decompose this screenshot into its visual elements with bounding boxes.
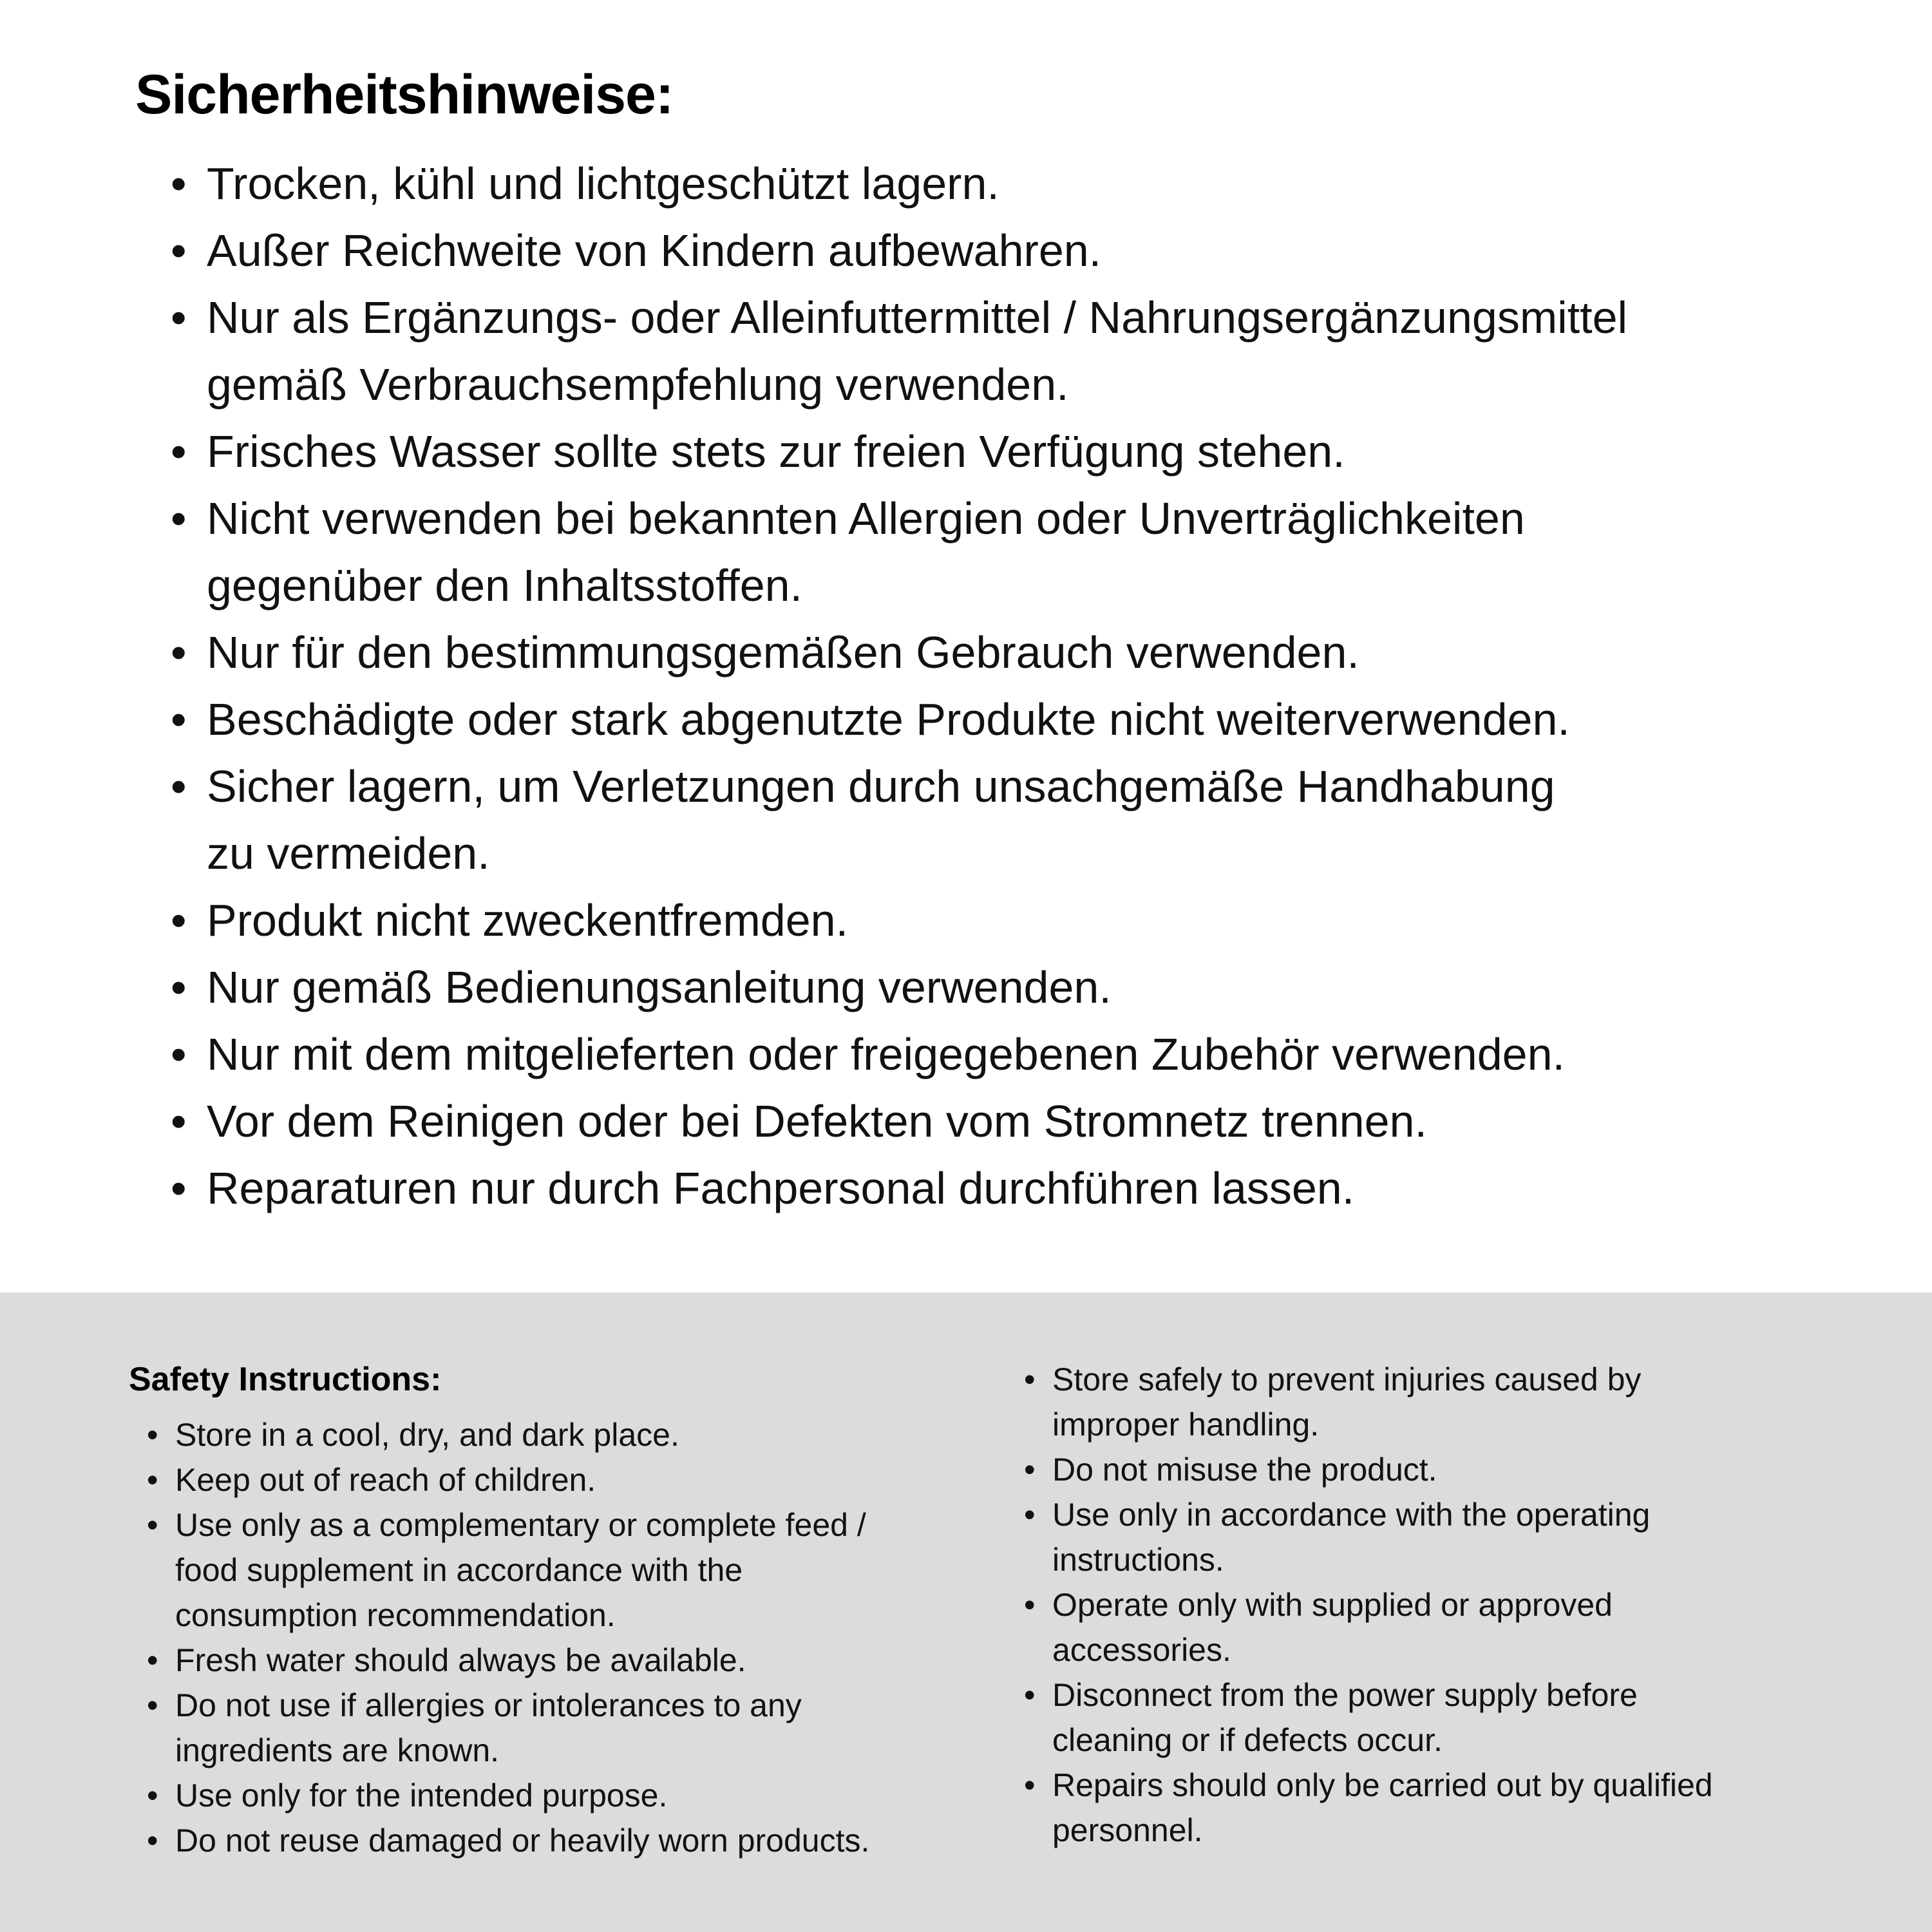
english-section-title: Safety Instructions: [129, 1361, 442, 1398]
list-item-text: Nicht verwenden bei bekannten Allergien oder Unverträglichkeiten [207, 493, 1525, 544]
bullet-marker [147, 1548, 175, 1593]
english-right-bullet-list [1024, 1357, 1868, 1853]
list-item-text: Operate only with supplied or approved [1052, 1587, 1613, 1623]
list-item [171, 418, 1855, 485]
list-item-text: Nur für den bestimmungsgemäßen Gebrauch verwenden. [207, 627, 1359, 677]
list-item-line [147, 1638, 1024, 1683]
list-item-line [147, 1502, 1024, 1548]
bullet-marker [171, 351, 207, 418]
list-item-text: Fresh water should always be available. [175, 1642, 746, 1678]
list-item-line [1024, 1492, 1868, 1537]
list-item [171, 887, 1855, 954]
list-item-wrapped-line [171, 552, 1855, 619]
bullet-marker: • [147, 1687, 158, 1723]
list-item-line [171, 485, 1855, 552]
list-item-line [171, 418, 1855, 485]
list-item [147, 1683, 1024, 1773]
list-item [147, 1773, 1024, 1818]
list-item [1024, 1672, 1868, 1763]
list-item-text: Store in a cool, dry, and dark place. [175, 1417, 679, 1453]
bullet-marker: • [171, 961, 187, 1012]
bullet-marker [147, 1593, 175, 1638]
list-item-text: Reparaturen nur durch Fachpersonal durchführen lassen. [207, 1162, 1355, 1213]
list-item-text: Disconnect from the power supply before [1052, 1677, 1638, 1713]
list-item-text: instructions. [1052, 1542, 1224, 1578]
list-item [147, 1818, 1024, 1863]
list-item [1024, 1582, 1868, 1672]
bullet-marker [171, 552, 207, 619]
list-item-line [171, 1088, 1855, 1155]
list-item-line [171, 1155, 1855, 1222]
list-item-text: Sicher lagern, um Verletzungen durch unsachgemäße Handhabung [207, 761, 1555, 811]
list-item [1024, 1447, 1868, 1492]
list-item-text: Vor dem Reinigen oder bei Defekten vom Stromnetz trennen. [207, 1095, 1427, 1146]
list-item [171, 954, 1855, 1021]
bullet-marker: • [1024, 1767, 1036, 1803]
list-item-text: gegenüber den Inhaltsstoffen. [207, 560, 803, 611]
list-item-text: zu vermeiden. [207, 828, 490, 878]
list-item-text: Produkt nicht zweckentfremden. [207, 895, 849, 945]
list-item-text: Use only for the intended purpose. [175, 1777, 668, 1814]
list-item-text: Store safely to prevent injuries caused by [1052, 1361, 1642, 1397]
list-item-wrapped-line [171, 820, 1855, 887]
bullet-marker [1024, 1627, 1052, 1672]
list-item-text: Use only in accordance with the operating [1052, 1497, 1651, 1533]
bullet-marker [147, 1728, 175, 1773]
bullet-marker: • [147, 1823, 158, 1859]
bullet-marker [1024, 1537, 1052, 1582]
bullet-marker: • [1024, 1361, 1036, 1397]
list-item [1024, 1763, 1868, 1853]
list-item-text: gemäß Verbrauchsempfehlung verwenden. [207, 359, 1069, 410]
bullet-marker: • [1024, 1677, 1036, 1713]
english-right-column [1024, 1357, 1868, 1853]
bullet-marker [1024, 1808, 1052, 1853]
list-item-line [147, 1412, 1024, 1457]
bullet-marker: • [171, 225, 187, 276]
list-item-text: Außer Reichweite von Kindern aufbewahren. [207, 225, 1102, 276]
list-item-line [1024, 1763, 1868, 1808]
bullet-marker [1024, 1718, 1052, 1763]
list-item-line [1024, 1357, 1868, 1402]
bullet-marker: • [171, 627, 187, 677]
bullet-marker: • [171, 895, 187, 945]
list-item [171, 284, 1855, 418]
bullet-marker: • [1024, 1587, 1036, 1623]
list-item [1024, 1492, 1868, 1582]
list-item [171, 753, 1855, 887]
list-item-line [1024, 1672, 1868, 1718]
list-item-line [171, 619, 1855, 686]
list-item-text: food supplement in accordance with the [175, 1552, 743, 1588]
list-item-line [147, 1773, 1024, 1818]
english-left-column [129, 1357, 1024, 1863]
german-section-title: Sicherheitshinweise: [135, 64, 674, 126]
list-item [147, 1412, 1024, 1457]
list-item-wrapped-line [147, 1728, 1024, 1773]
list-item-line [147, 1683, 1024, 1728]
list-item-line [1024, 1447, 1868, 1492]
list-item-line [171, 1021, 1855, 1088]
list-item-wrapped-line [171, 351, 1855, 418]
bullet-marker: • [171, 694, 187, 744]
list-item-line [171, 217, 1855, 284]
list-item-line [171, 954, 1855, 1021]
english-left-bullet-list [129, 1412, 1024, 1863]
list-item-text: ingredients are known. [175, 1732, 500, 1768]
bullet-marker: • [171, 158, 187, 209]
list-item-line [171, 284, 1855, 351]
list-item-text: consumption recommendation. [175, 1597, 616, 1633]
list-item-text: Trocken, kühl und lichtgeschützt lagern. [207, 158, 999, 209]
list-item-line [171, 887, 1855, 954]
list-item-text: Do not misuse the product. [1052, 1452, 1437, 1488]
list-item-line [171, 753, 1855, 820]
list-item-wrapped-line [1024, 1808, 1868, 1853]
list-item-text: Use only as a complementary or complete feed / [175, 1507, 866, 1543]
list-item-line [171, 150, 1855, 217]
list-item [171, 217, 1855, 284]
list-item-wrapped-line [1024, 1718, 1868, 1763]
list-item [171, 1088, 1855, 1155]
list-item-text: accessories. [1052, 1632, 1231, 1668]
list-item-wrapped-line [1024, 1402, 1868, 1447]
list-item-text: personnel. [1052, 1812, 1203, 1848]
list-item-text: Nur gemäß Bedienungsanleitung verwenden. [207, 961, 1112, 1012]
list-item-text: Nur mit dem mitgelieferten oder freigegebenen Zubehör verwenden. [207, 1028, 1565, 1079]
list-item [147, 1502, 1024, 1638]
bullet-marker: • [147, 1777, 158, 1814]
list-item-text: Keep out of reach of children. [175, 1462, 596, 1498]
bullet-marker: • [147, 1507, 158, 1543]
list-item-wrapped-line [1024, 1537, 1868, 1582]
list-item-text: Frisches Wasser sollte stets zur freien Verfügung stehen. [207, 426, 1345, 477]
bullet-marker: • [171, 426, 187, 477]
list-item-text: Repairs should only be carried out by qualified [1052, 1767, 1713, 1803]
list-item [1024, 1357, 1868, 1447]
english-safety-section [0, 1293, 1932, 1932]
list-item-line [1024, 1582, 1868, 1627]
list-item-line [147, 1457, 1024, 1502]
bullet-marker: • [171, 292, 187, 343]
list-item-line [171, 686, 1855, 753]
bullet-marker: • [171, 1162, 187, 1213]
list-item [171, 1155, 1855, 1222]
list-item-text: Do not reuse damaged or heavily worn products. [175, 1823, 870, 1859]
list-item-wrapped-line [147, 1593, 1024, 1638]
list-item-text: Beschädigte oder stark abgenutzte Produkte nicht weiterverwenden. [207, 694, 1570, 744]
list-item-wrapped-line [1024, 1627, 1868, 1672]
list-item [171, 619, 1855, 686]
list-item [171, 1021, 1855, 1088]
bullet-marker: • [171, 1028, 187, 1079]
bullet-marker [171, 820, 207, 887]
list-item [147, 1457, 1024, 1502]
list-item [171, 150, 1855, 217]
list-item [147, 1638, 1024, 1683]
list-item-text: cleaning or if defects occur. [1052, 1722, 1443, 1758]
list-item-text: Do not use if allergies or intolerances to any [175, 1687, 802, 1723]
list-item [171, 485, 1855, 619]
list-item-line [147, 1818, 1024, 1863]
bullet-marker: • [147, 1642, 158, 1678]
bullet-marker: • [171, 761, 187, 811]
bullet-marker: • [171, 1095, 187, 1146]
bullet-marker [1024, 1402, 1052, 1447]
list-item-wrapped-line [147, 1548, 1024, 1593]
bullet-marker: • [147, 1417, 158, 1453]
list-item [171, 686, 1855, 753]
bullet-marker: • [1024, 1452, 1036, 1488]
bullet-marker: • [147, 1462, 158, 1498]
list-item-text: Nur als Ergänzungs- oder Alleinfuttermittel / Nahrungsergänzungsmittel [207, 292, 1628, 343]
bullet-marker: • [171, 493, 187, 544]
list-item-text: improper handling. [1052, 1406, 1320, 1443]
bullet-marker: • [1024, 1497, 1036, 1533]
german-bullet-list [135, 150, 1855, 1222]
